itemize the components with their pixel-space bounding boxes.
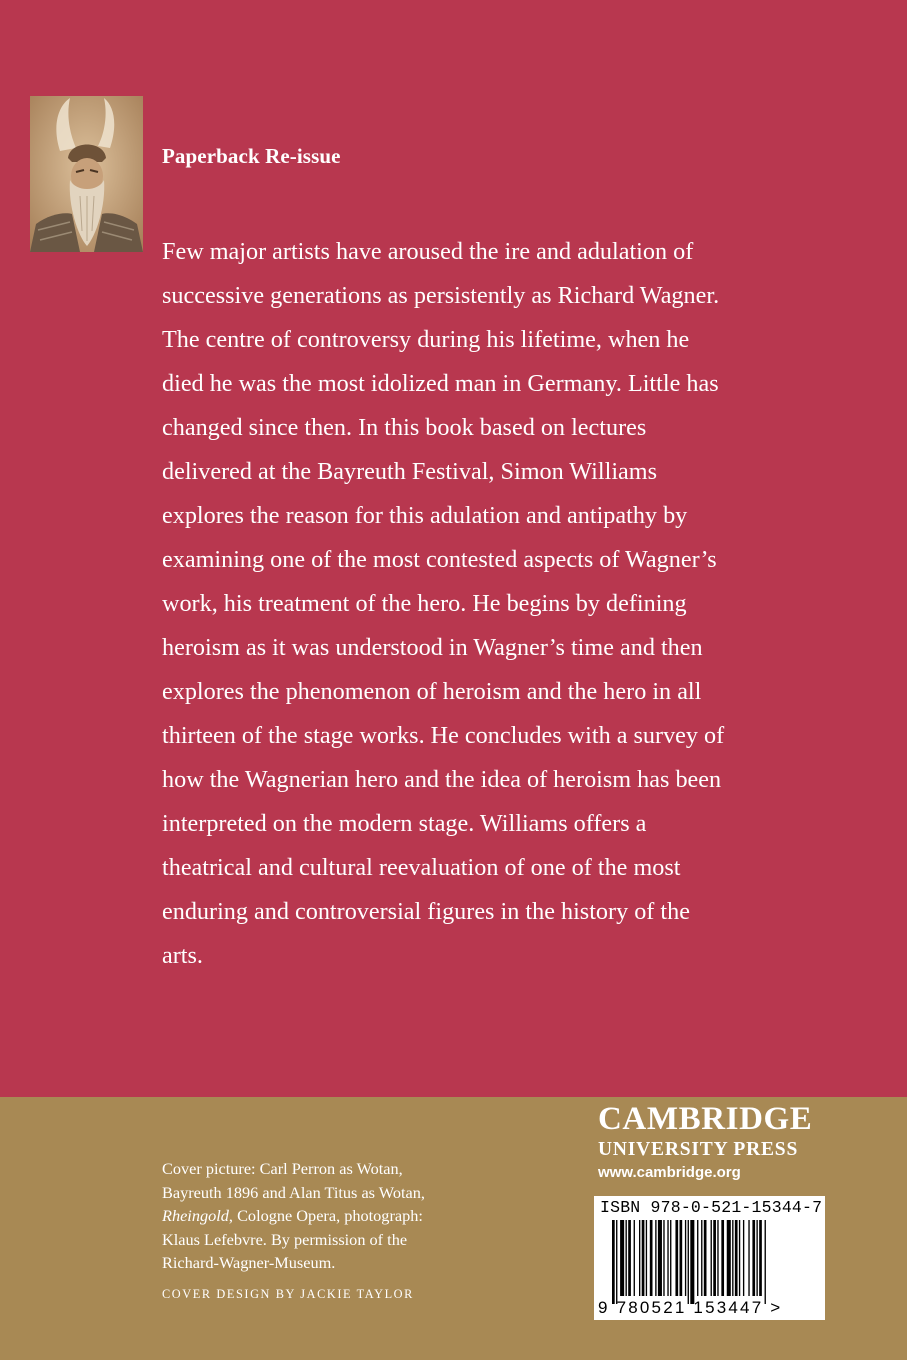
barcode-bar bbox=[739, 1220, 740, 1296]
opera-title: Rheingold bbox=[162, 1206, 229, 1226]
blurb-line: interpreted on the modern stage. Williams offers a bbox=[162, 810, 647, 837]
barcode-bar bbox=[680, 1220, 683, 1296]
cover-picture-credits bbox=[162, 1157, 492, 1275]
credit-line: Richard-Wagner-Museum. bbox=[162, 1253, 336, 1273]
isbn-text: ISBN 978-0-521-15344-7 bbox=[600, 1198, 823, 1217]
blurb-line: heroism as it was understood in Wagner’s time and then bbox=[162, 634, 703, 661]
barcode-bar bbox=[701, 1220, 702, 1296]
barcode-bar bbox=[704, 1220, 707, 1296]
publisher-logo-name: CAMBRIDGE bbox=[598, 1101, 813, 1137]
barcode-bar bbox=[626, 1220, 627, 1296]
blurb-line: changed since then. In this book based on lectures bbox=[162, 414, 647, 441]
barcode-bar bbox=[639, 1220, 640, 1296]
barcode-bar bbox=[735, 1220, 738, 1296]
barcode-bar bbox=[721, 1220, 724, 1296]
barcode-bar bbox=[620, 1220, 624, 1296]
barcode-bar bbox=[752, 1220, 755, 1296]
barcode-digits: 9 780521 153447 > bbox=[598, 1298, 783, 1317]
blurb-line: enduring and controversial figures in the history of the bbox=[162, 898, 690, 925]
blurb-line: examining one of the most contested aspects of Wagner’s bbox=[162, 546, 717, 573]
barcode-bar bbox=[675, 1220, 678, 1296]
blurb-line: arts. bbox=[162, 942, 203, 969]
blurb-line: explores the reason for this adulation and antipathy by bbox=[162, 502, 688, 529]
barcode-bar bbox=[759, 1220, 762, 1296]
barcode-bar bbox=[646, 1220, 647, 1296]
barcode-bar bbox=[765, 1220, 766, 1304]
blurb-paragraph bbox=[162, 230, 762, 978]
blurb-line: Few major artists have aroused the ire and adulation of bbox=[162, 238, 694, 265]
barcode-bar bbox=[711, 1220, 712, 1296]
credit-line: Cover picture: Carl Perron as Wotan, bbox=[162, 1159, 403, 1178]
blurb-line: thirteen of the stage works. He concludes with a survey of bbox=[162, 722, 725, 749]
barcode-bar bbox=[650, 1220, 653, 1296]
barcode-bar bbox=[642, 1220, 645, 1296]
barcode-bar bbox=[685, 1220, 686, 1296]
credit-line: Bayreuth 1896 and Alan Titus as Wotan, bbox=[162, 1182, 425, 1202]
barcode-bar bbox=[688, 1220, 689, 1304]
cover-design-credit: COVER DESIGN BY JACKIE TAYLOR bbox=[162, 1287, 414, 1301]
barcode-bar bbox=[717, 1220, 718, 1296]
blurb-line: successive generations as persistently as Richard Wagner. bbox=[162, 282, 720, 309]
barcode-bar bbox=[713, 1220, 716, 1296]
barcode-bar bbox=[690, 1220, 694, 1304]
barcode-bar bbox=[670, 1220, 671, 1296]
blurb-line: work, his treatment of the hero. He begins by defining bbox=[162, 590, 687, 617]
blurb-line: died he was the most idolized man in Germany. Little has bbox=[162, 370, 719, 397]
credit-line bbox=[162, 1204, 492, 1228]
publisher-logo-press: UNIVERSITY PRESS bbox=[598, 1139, 799, 1160]
barcode-bar bbox=[727, 1220, 731, 1296]
blurb-line: theatrical and cultural reevaluation of one of the most bbox=[162, 854, 681, 881]
isbn-barcode bbox=[594, 1196, 825, 1320]
barcode-bar bbox=[658, 1220, 662, 1296]
blurb-line: explores the phenomenon of heroism and the hero in all bbox=[162, 678, 702, 705]
publisher-url: www.cambridge.org bbox=[598, 1164, 741, 1181]
cover-portrait-image bbox=[30, 96, 143, 252]
barcode-bar bbox=[743, 1220, 744, 1296]
barcode-bar bbox=[697, 1220, 698, 1296]
barcode-bar bbox=[667, 1220, 668, 1296]
barcode-bar bbox=[616, 1220, 617, 1304]
barcode-bar bbox=[655, 1220, 656, 1296]
blurb-line: The centre of controversy during his lifetime, when he bbox=[162, 326, 690, 353]
credit-line-rest: , Cologne Opera, photograph: bbox=[228, 1206, 423, 1226]
credit-line: Klaus Lefebvre. By permission of the bbox=[162, 1229, 408, 1249]
barcode-bar bbox=[748, 1220, 749, 1296]
barcode-bar bbox=[634, 1220, 635, 1296]
reissue-subtitle: Paperback Re-issue bbox=[162, 144, 341, 168]
barcode-bar bbox=[732, 1220, 733, 1296]
barcode-bar bbox=[756, 1220, 757, 1296]
barcode-bar bbox=[628, 1220, 631, 1296]
barcode-bar bbox=[663, 1220, 664, 1296]
barcode-bar bbox=[612, 1220, 615, 1304]
blurb-line: delivered at the Bayreuth Festival, Simon Williams bbox=[162, 458, 658, 485]
blurb-line: how the Wagnerian hero and the idea of heroism has been bbox=[162, 766, 722, 793]
